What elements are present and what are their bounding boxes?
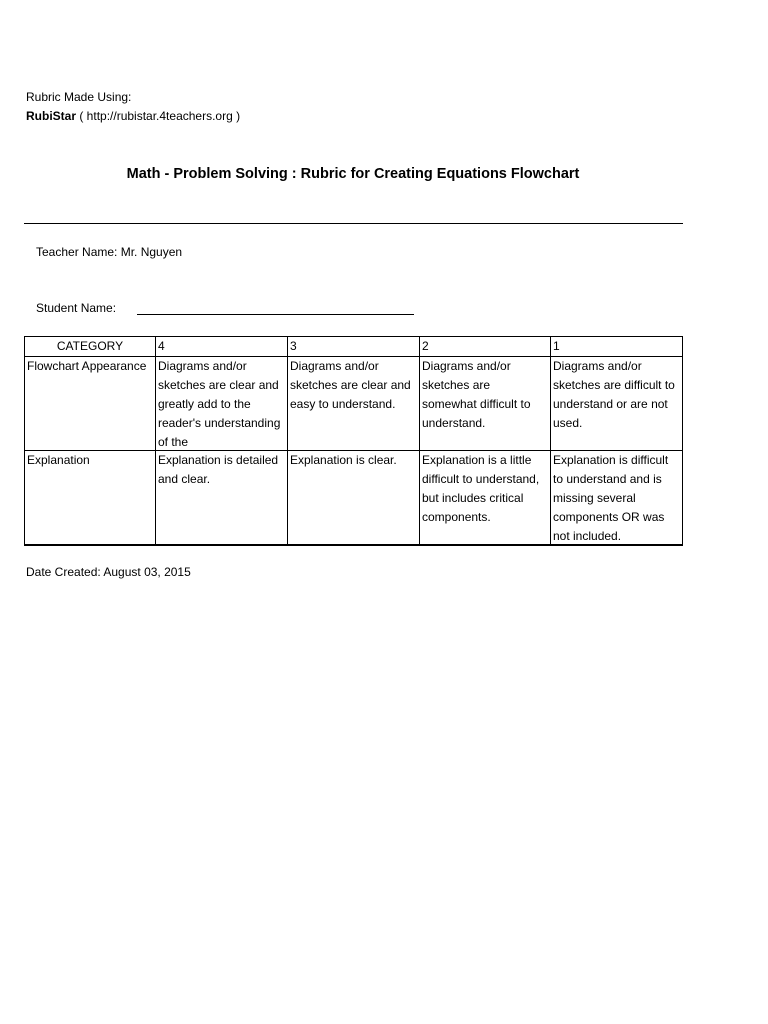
table-row [25, 357, 683, 451]
table-cell [156, 451, 288, 546]
cell-text: Explanation is difficult to understand and is missing several components OR was not included. [553, 453, 669, 543]
cell-text: Diagrams and/or sketches are difficult to understand or are not used. [553, 359, 675, 430]
student-name-blank-line [137, 314, 414, 315]
title-divider [24, 223, 683, 224]
rubistar-credit [26, 109, 240, 123]
rubistar-name: RubiStar [26, 109, 77, 123]
row-category [25, 451, 156, 546]
row-category [25, 357, 156, 451]
table-cell [288, 451, 420, 546]
row-category-text: Flowchart Appearance [27, 359, 147, 373]
header-score-3: 3 [288, 337, 420, 357]
table-cell [551, 357, 683, 451]
header-category: CATEGORY [25, 337, 156, 357]
rubric-table [24, 336, 683, 546]
cell-text: Diagrams and/or sketches are clear and greatly add to the reader's understanding of the [158, 359, 281, 449]
table-cell [420, 451, 551, 546]
teacher-name: Teacher Name: Mr. Nguyen [36, 245, 183, 259]
header-score-1: 1 [551, 337, 683, 357]
table-cell [551, 451, 683, 546]
table-header-row [25, 337, 683, 357]
table-cell [420, 357, 551, 451]
date-created: Date Created: August 03, 2015 [26, 565, 191, 579]
page-title: Math - Problem Solving : Rubric for Creating Equations Flowchart [126, 166, 580, 182]
header-score-4: 4 [156, 337, 288, 357]
table-row [25, 451, 683, 546]
cell-text: Explanation is a little difficult to understand, but includes critical components. [422, 453, 540, 524]
table-cell [288, 357, 420, 451]
rubric-made-using-label: Rubric Made Using: [26, 90, 132, 104]
cell-text: Diagrams and/or sketches are clear and easy to understand. [290, 359, 411, 411]
row-category-text: Explanation [27, 453, 90, 467]
cell-text: Diagrams and/or sketches are somewhat difficult to understand. [422, 359, 531, 430]
table-cell [156, 357, 288, 451]
rubistar-url: ( http://rubistar.4teachers.org ) [76, 109, 241, 123]
cell-text: Explanation is detailed and clear. [158, 453, 279, 486]
cell-text: Explanation is clear. [290, 453, 397, 467]
student-name-label: Student Name: [36, 301, 117, 315]
header-score-2: 2 [420, 337, 551, 357]
